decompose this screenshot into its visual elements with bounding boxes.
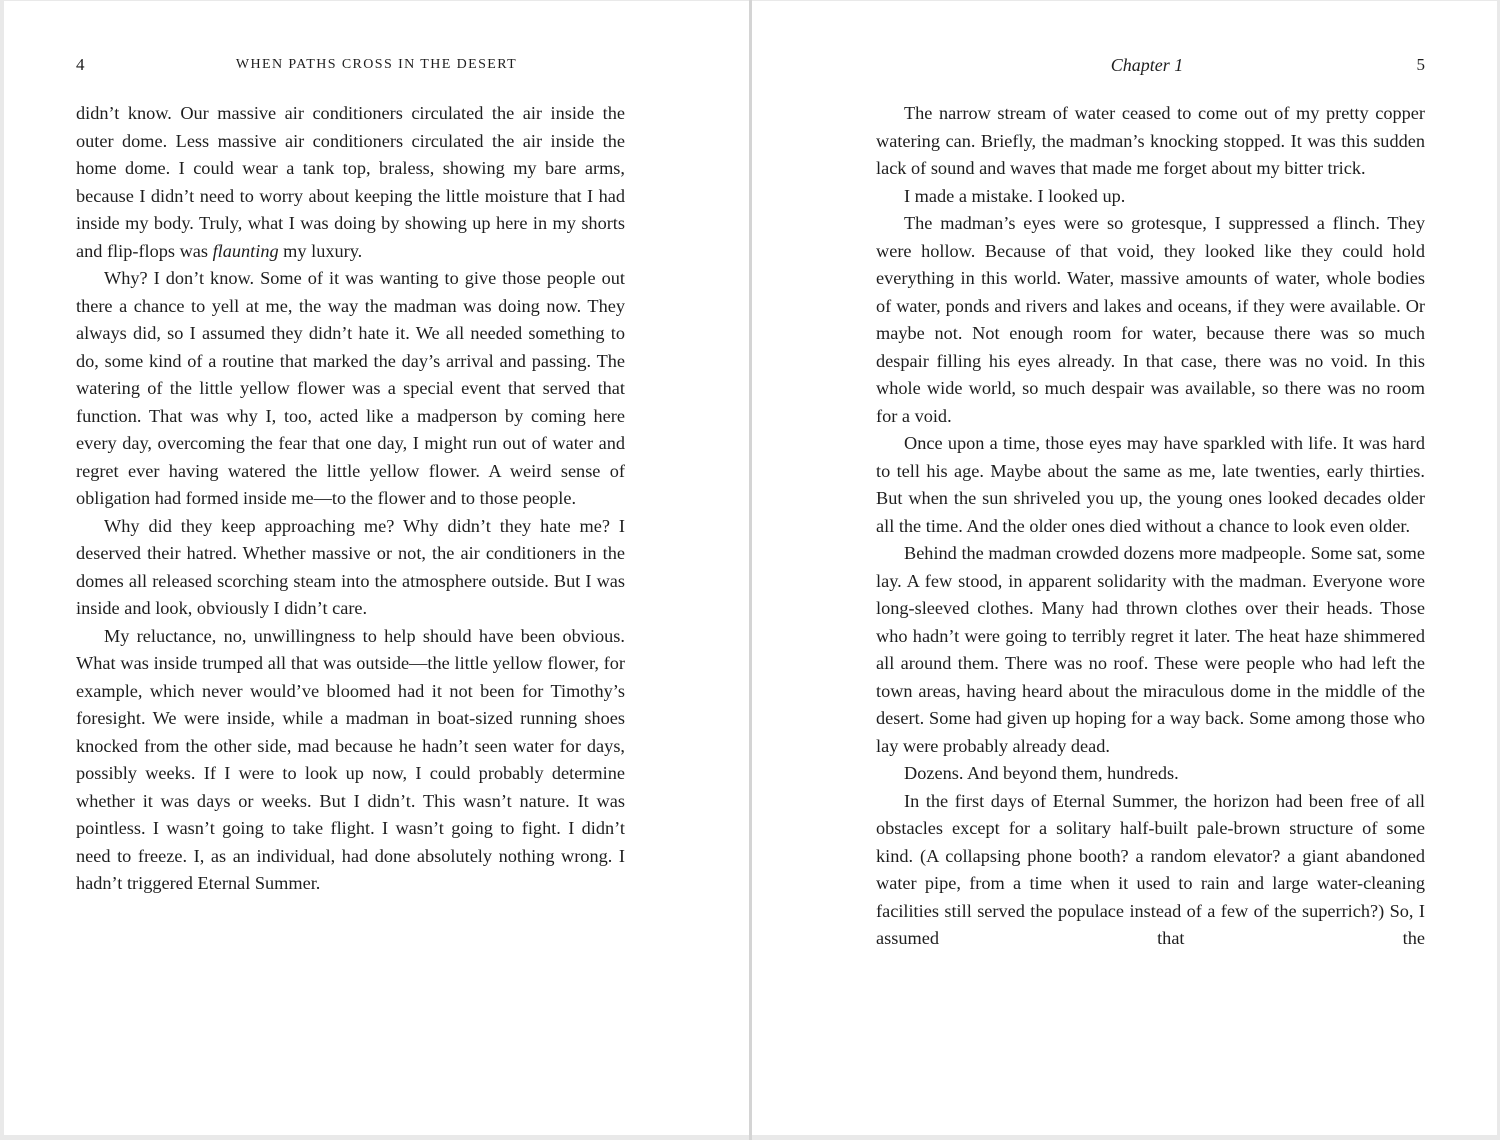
paragraph: The madman’s eyes were so grotesque, I suppressed a flinch. They were hollow. Because of that void, they looked like they could hold everything in this world. Water, massive amounts of water, whole bodies of water, ponds and rivers and lakes and oceans, if they were available. Or maybe not. Not enough room for water, because there was so much despair filling his eyes already. In that case, there was no void. In this whole wide world, so much despair was available, so there was no room for a void.	[876, 213, 1425, 426]
paragraph-continues-next-page: In the first days of Eternal Summer, the horizon had been free of all obstacles except for a solitary half-built pale-brown structure of some kind. (A collapsing phone booth? a random elevator? a giant abandoned water pipe, from a time when it used to rain and large water-cleaning facilities still served the populace instead of a few of the superrich?) So, I assumed that the	[876, 790, 1425, 948]
paragraph-continued	[76, 100, 625, 265]
paragraph-text: my luxury.	[278, 240, 363, 261]
right-page-body	[876, 100, 1425, 953]
paragraph: Behind the madman crowded dozens more madpeople. Some sat, some lay. A few stood, in apparent solidarity with the madman. Everyone wore long-sleeved clothes. Many had thrown clothes over their heads. Those who hadn’t were going to terribly regret it later. The heat haze shimmered all around them. There was no roof. These were people who had left the town areas, having heard about the miraculous dome in the middle of the desert. Some had given up hoping for a way back. Some among those who lay were probably already dead.	[876, 543, 1425, 756]
page-number-right: 5	[1416, 55, 1425, 74]
paragraph: Why did they keep approaching me? Why didn’t they hate me? I deserved their hatred. Whether massive or not, the air conditioners in the domes all released scorching steam into the atmosphere outside. But I was inside and look, obviously I didn’t care.	[76, 515, 625, 618]
left-page-body	[76, 100, 625, 898]
paragraph: Dozens. And beyond them, hundreds.	[904, 763, 1179, 783]
left-page	[4, 1, 749, 1135]
right-page	[752, 1, 1497, 1135]
paragraph: Why? I don’t know. Some of it was wanting to give those people out there a chance to yell at me, the way the madman was doing now. They always did, so I assumed they didn’t hate it. We all needed something to do, some kind of a routine that marked the day’s arrival and passing. The watering of the little yellow flower was a special event that served that function. That was why I, too, acted like a madperson by coming here every day, overcoming the fear that one day, I might run out of water and regret ever having watered the little yellow flower. A weird sense of obligation had formed inside me—to the flower and to those people.	[76, 268, 625, 508]
paragraph: My reluctance, no, unwillingness to help should have been obvious. What was inside trumped all that was outside—the little yellow flower, for example, which never would’ve bloomed had it not been for Timothy’s foresight. We were inside, while a madman in boat-sized running shoes knocked from the other side, mad because he hadn’t seen water for days, possibly weeks. If I were to look up now, I could probably determine whether it was days or weeks. But I didn’t. This wasn’t nature. It was pointless. I wasn’t going to take flight. I wasn’t going to fight. I didn’t need to freeze. I, as an individual, had done absolutely nothing wrong. I hadn’t triggered Eternal Summer.	[76, 625, 625, 893]
running-head-book-title	[4, 53, 749, 77]
paragraph: I made a mistake. I looked up.	[904, 185, 1126, 206]
paragraph: The narrow stream of water ceased to come out of my pretty copper watering can. Briefly, the madman’s knocking stopped. It was this sudden lack of sound and waves that made me forget about my bitter trick.	[876, 103, 1425, 178]
page-number-left: 4	[76, 55, 85, 74]
book-title: WHEN PATHS CROSS IN THE DESERT	[235, 57, 518, 72]
italic-word: flaunting	[212, 240, 279, 261]
paragraph-text: didn’t know. Our massive air conditioners circulated the air inside the outer dome. Less massive air conditioners circulated the air inside the home dome. I could wear a tank top, braless, showing my bare arms, because I didn’t need to worry about keeping the little moisture that I had inside my body. Truly, what I was doing by showing up here in my shorts and flip-flops was	[76, 103, 625, 261]
running-head-chapter: Chapter 1	[1110, 55, 1184, 75]
paragraph: Once upon a time, those eyes may have sparkled with life. It was hard to tell his age. Maybe about the same as me, late twenties, early thirties. But when the sun shriveled you up, the young ones looked decades older all the time. And the older ones died without a chance to look even older.	[876, 433, 1425, 536]
